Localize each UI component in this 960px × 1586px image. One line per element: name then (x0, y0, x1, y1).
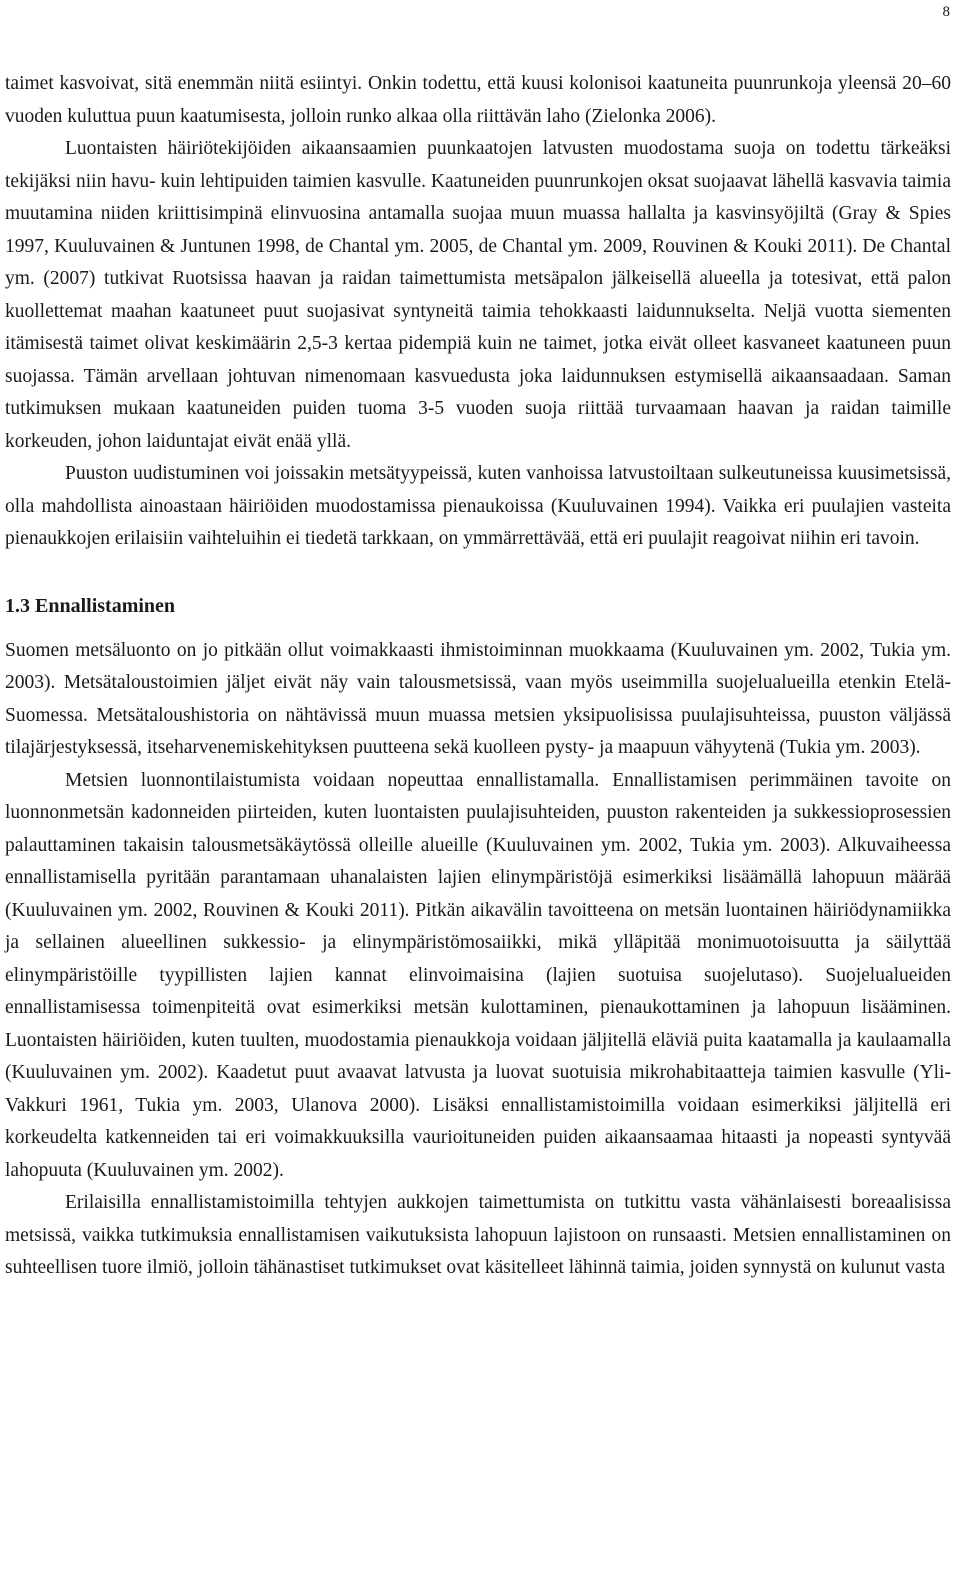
paragraph-restoration-goals: Metsien luonnontilaistumista voidaan nopeuttaa ennallistamalla. Ennallistamisen perimmäinen tavoite on luonnonmetsän kadonneiden piirteiden, kuten luontaisten puulajisuhteiden, puuston rakenteiden ja sukkessioprosessien palauttaminen takaisin talousmetsäkäytössä olleille alueille (Kuuluvainen ym. 2002, Tukia ym. 2003). Alkuvaiheessa ennallistamisella pyritään parantamaan uhanalaisten lajien elinympäristöjä esimerkiksi lisäämällä lahopuun määrää (Kuuluvainen ym. 2002, Rouvinen & Kouki 2011). Pitkän aikavälin tavoitteena on metsän luontainen häiriödynamiikka ja sellainen alueellinen sukkessio- ja elinympäristömosaiikki, mikä ylläpitää monimuotoisuutta ja säilyttää elinympäristöille tyypillisten lajien kannat elinvoimaisina (lajien suotuisa suojelutaso). Suojelualueiden ennallistamisessa toimenpiteitä ovat esimerkiksi metsän kulottaminen, pienaukottaminen ja lahopuun lisääminen. Luontaisten häiriöiden, kuten tuulten, muodostamia pienaukkoja voidaan jäljitellä eläviä puita kaatamalla ja kaulaamalla (Kuuluvainen ym. 2002). Kaadetut puut avaavat latvusta ja luovat suotuisia mikrohabitaatteja taimien kasvulle (Yli-Vakkuri 1961, Tukia ym. 2003, Ulanova 2000). Lisäksi ennallistamistoimilla voidaan esimerkiksi jäljitellä eri korkeudelta katkenneiden tai eri voimakkuuksilla vaurioituneiden puiden aikaansaamaa hitaasti ja nopeasti syntyvää lahopuuta (Kuuluvainen ym. 2002). (5, 769, 951, 1181)
paragraph-restoration-intro: Suomen metsäluonto on jo pitkään ollut voimakkaasti ihmistoiminnan muokkaama (Kuuluvainen ym. 2002, Tukia ym. 2003). Metsätaloustoimien jäljet eivät näy vain talousmetsissä, vaan myös useimmilla suojelualueilla etenkin Etelä-Suomessa. Metsätaloushistoria on nähtävissä muun muassa metsien yksipuolisissa puulajisuhteissa, puuston väljässä tilajärjestyksessä, itseharvenemiskehityksen puutteena sekä kuolleen pysty- ja maapuun vähyytenä (Tukia ym. 2003). (5, 639, 951, 758)
paragraph-fallen-tree-shelter: Luontaisten häiriötekijöiden aikaansaamien puunkaatojen latvusten muodostama suoja on todettu tärkeäksi tekijäksi niin havu- kuin lehtipuiden taimien kasvulle. Kaatuneiden puunrunkojen oksat suojaavat lähellä kasvavia taimia muutamina niiden kriittisimpinä elinvuosina antamalla suojaa muun muassa hallalta ja kasvinsyöjiltä (Gray & Spies 1997, Kuuluvainen & Juntunen 1998, de Chantal ym. 2005, de Chantal ym. 2009, Rouvinen & Kouki 2011). De Chantal ym. (2007) tutkivat Ruotsissa haavan ja raidan taimettumista metsäpalon jälkeisellä alueella ja totesivat, että palon kuollettemat maahan kaatuneet puut suojasivat syntyneitä taimia tehokkaasti laidunnukselta. Neljä vuotta siementen itämisestä taimet olivat keskimäärin 2,5-3 kertaa pidempiä kuin ne taimet, jotka eivät olleet kasvaneet kaatuneen puun suojassa. Tämän arvellaan johtuvan nimenomaan kasvuedusta joka laidunnuksen estymisellä aikaansaadaan. Saman tutkimuksen mukaan kaatuneiden puiden tuoma 3-5 vuoden suoja riittää turvaamaan haavan ja raidan taimille korkeuden, johon laiduntajat eivät enää yllä. (5, 138, 951, 452)
section-heading: 1.3 Ennallistaminen (5, 594, 176, 617)
paragraph-continued: taimet kasvoivat, sitä enemmän niitä esiintyi. Onkin todettu, että kuusi kolonisoi kaatuneita puunrunkoja yleensä 20–60 vuoden kuluttua puun kaatumisesta, jolloin runko alkaa olla riittävän laho (Zielonka 2006). (5, 73, 951, 127)
page-content (5, 68, 951, 1285)
paragraph-gap-regeneration: Puuston uudistuminen voi joissakin metsätyypeissä, kuten vanhoissa latvustoiltaan sulkeutuneissa kuusimetsissä, olla mahdollista ainoastaan häiriöiden muodostamissa pienaukoissa (Kuuluvainen 1994). Vaikka eri puulajien vasteita pienaukkojen erilaisiin vaihteluihin ei tiedetä tarkkaan, on ymmärrettävää, että eri puulajit reagoivat niihin eri tavoin. (5, 463, 951, 549)
page-number: 8 (942, 4, 950, 20)
paragraph-restoration-research: Erilaisilla ennallistamistoimilla tehtyjen aukkojen taimettumista on tutkittu vasta vähänlaisesti boreaalisissa metsissä, vaikka tutkimuksia ennallistamisen vaikutuksista lahopuun lajistoon on runsaasti. Metsien ennallistaminen on suhteellisen tuore ilmiö, jolloin tähänastiset tutkimukset ovat käsitelleet lähinnä taimia, joiden synnystä on kulunut vasta (5, 1192, 951, 1278)
